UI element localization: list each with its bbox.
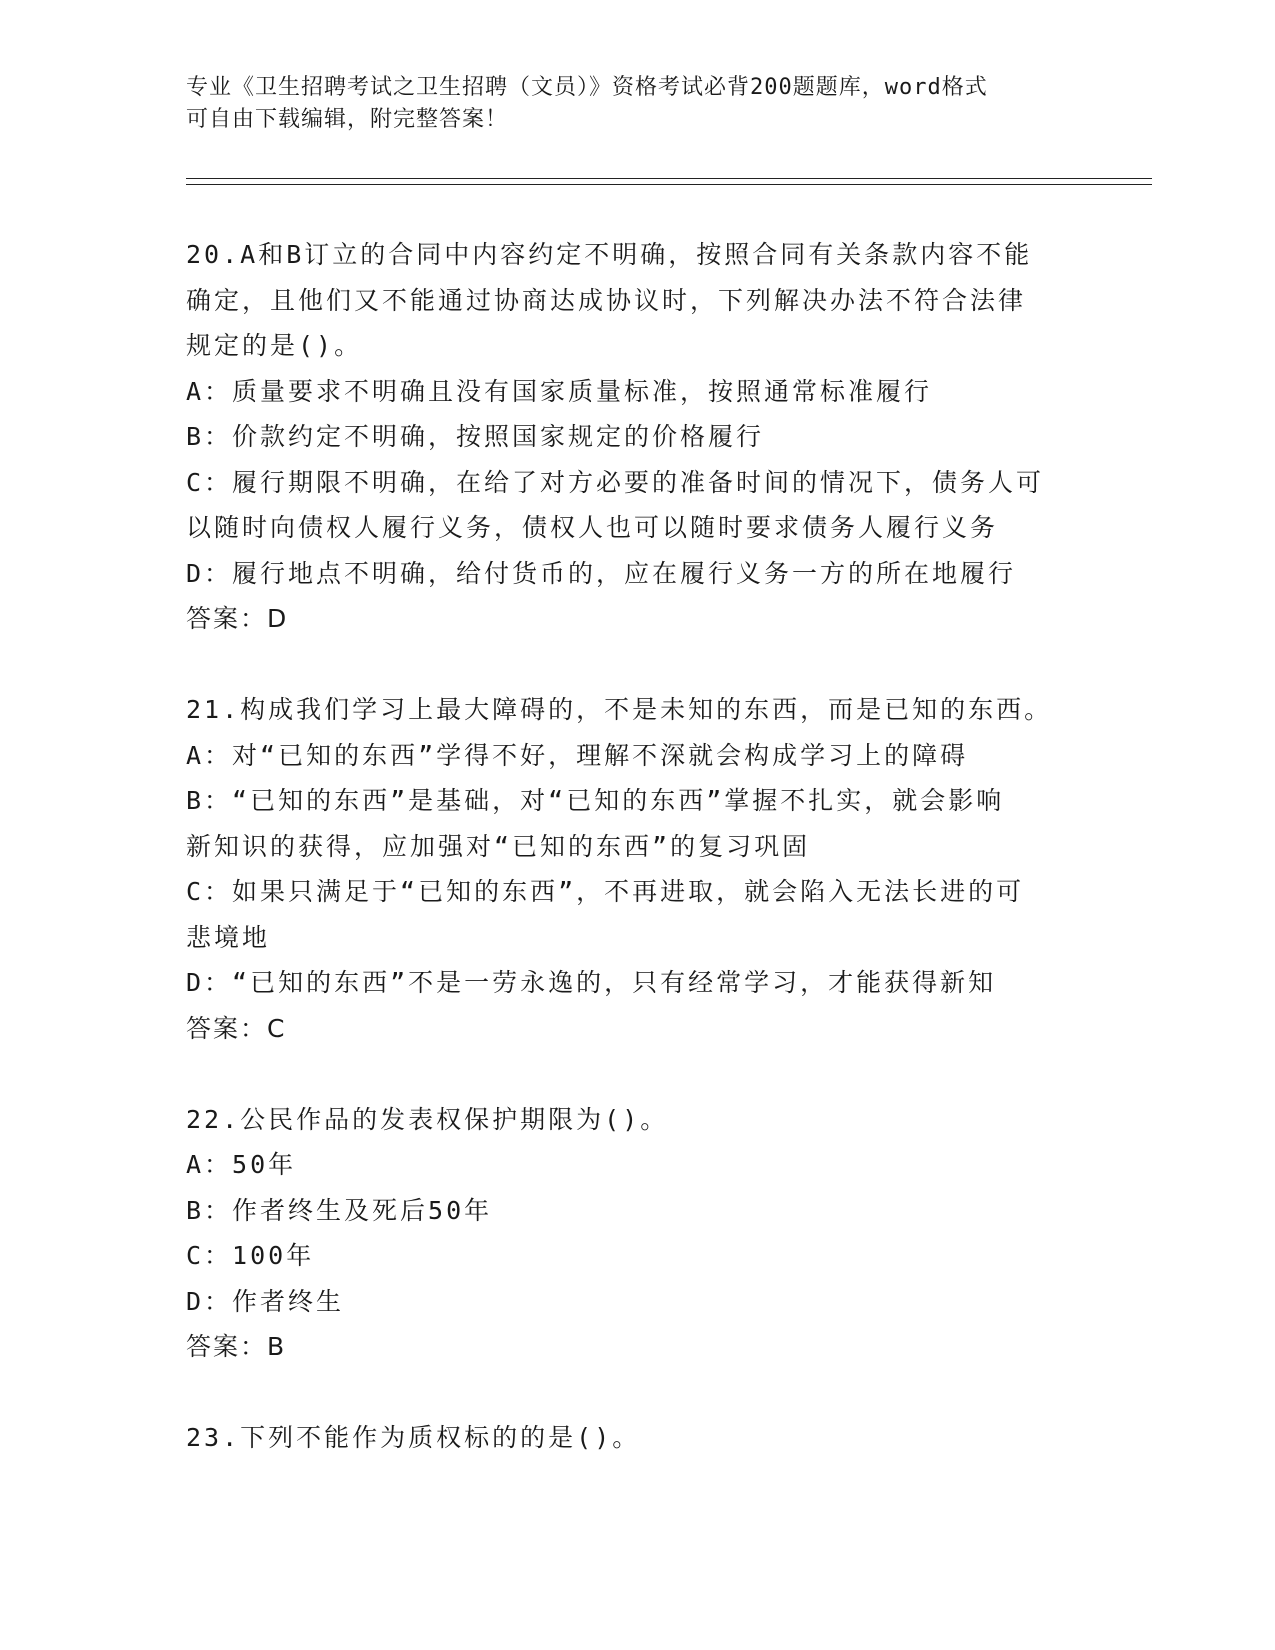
header-line-2: 可自由下载编辑，附完整答案！ (186, 107, 509, 132)
header-divider-bottom (186, 184, 1152, 185)
answer-line: 答案：D (186, 604, 289, 633)
header-divider-top (186, 178, 1152, 179)
question-stem-line: 确定，且他们又不能通过协商达成协议时，下列解决办法不符合法律 (186, 285, 1027, 315)
question-stem-line: 22.公民作品的发表权保护期限为()。 (186, 1104, 669, 1134)
option-line: D：“已知的东西”不是一劳永逸的，只有经常学习，才能获得新知 (186, 968, 997, 997)
option-line: D：作者终生 (186, 1286, 345, 1316)
option-line: 新知识的获得，应加强对“已知的东西”的复习巩固 (186, 831, 811, 861)
option-line: B：价款约定不明确，按照国家规定的价格履行 (186, 422, 765, 451)
option-line: C：如果只满足于“已知的东西”，不再进取，就会陷入无法长进的可 (186, 877, 1025, 906)
question-spacer (186, 1370, 1086, 1416)
option-line: A：质量要求不明确且没有国家质量标准，按照通常标准履行 (186, 376, 933, 406)
question-spacer (186, 642, 1086, 688)
option-line: 悲境地 (186, 922, 271, 952)
option-line: B：作者终生及死后50年 (186, 1195, 493, 1225)
answer-line: 答案：B (186, 1332, 287, 1361)
question-stem-line: 23.下列不能作为质权标的的是()。 (186, 1423, 641, 1452)
question-block (186, 1097, 1086, 1370)
question-stem-line: 20.A和B订立的合同中内容约定不明确，按照合同有关条款内容不能 (186, 240, 1033, 269)
question-stem-line: 规定的是()。 (186, 331, 363, 360)
option-line: C：100年 (186, 1241, 315, 1270)
option-line: C：履行期限不明确，在给了对方必要的准备时间的情况下，债务人可 (186, 467, 1045, 497)
document-header (186, 72, 1086, 136)
option-line: A：对“已知的东西”学得不好，理解不深就会构成学习上的障碍 (186, 740, 969, 770)
question-spacer (186, 1051, 1086, 1097)
option-line: D：履行地点不明确，给付货币的，应在履行义务一方的所在地履行 (186, 558, 1017, 588)
option-line: B：“已知的东西”是基础，对“已知的东西”掌握不扎实，就会影响 (186, 786, 1005, 815)
option-line: A：50年 (186, 1150, 297, 1179)
question-block (186, 687, 1086, 1051)
answer-line: 答案：C (186, 1013, 287, 1043)
question-block (186, 1415, 1086, 1461)
question-list (186, 232, 1086, 1461)
header-line-1: 专业《卫生招聘考试之卫生招聘（文员）》资格考试必背200题题库，word格式 (186, 75, 988, 100)
question-stem-line: 21.构成我们学习上最大障碍的，不是未知的东西，而是已知的东西。 (186, 695, 1053, 724)
option-line: 以随时向债权人履行义务，债权人也可以随时要求债务人履行义务 (186, 513, 999, 542)
question-block (186, 232, 1086, 642)
